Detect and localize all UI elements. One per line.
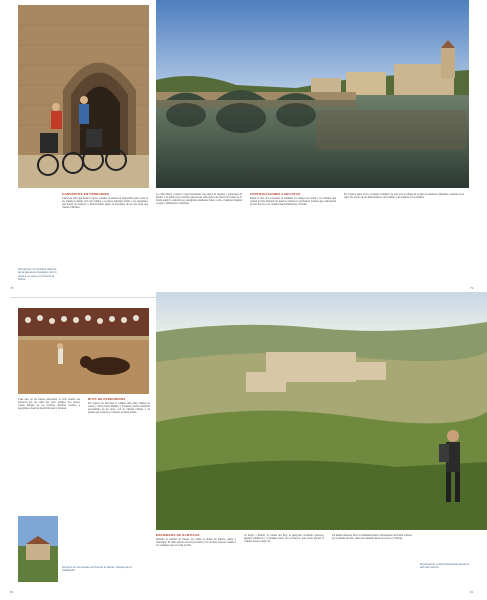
text-column-3 [250, 193, 336, 285]
text-column-4 [344, 193, 464, 285]
photo-caption-right: El peregrino contempla Estella desde el alto del camino. [420, 562, 470, 570]
body-text: Por espacio de una hora el camino sube entre campos de cereal y olivos hasta Mañeru y Cirauqui, pueblo medieval encaramado en un cerro, con su calzada romana y un puente que todavía se conserva en buen estado. [88, 402, 150, 415]
body-text: Durante la semana de fiestas, las calles se llenan de música, peñas y charangas. El santo patrón sale en procesión y los vecinos ofrecen comida a los visitantes que recorren la villa. [156, 538, 236, 548]
photo-caption: Peregrinos en bicicleta delante de la iglesia de Santiago. El río Arga a su paso por Puente la Reina. [18, 267, 57, 281]
bull-run-illustration [18, 308, 149, 394]
page-number-left: 80 [10, 590, 14, 594]
section-heading: ENCIERROS DE SANTIAGO [156, 534, 200, 537]
section-heading: CONVENTOS EN PEREGRINO [62, 193, 110, 196]
hiker-overlooking-town-photo [156, 292, 487, 530]
body-text: Un último esfuerzo lleva al caminante hasta el monasterio de Irache, famoso por su fuente de vino, antes de continuar hacia Los Arcos y la Rioja. [332, 534, 412, 541]
text-column-5 [18, 398, 80, 512]
page-number-left: 78 [10, 286, 14, 290]
bridge-river-town-photo [156, 0, 469, 188]
body-text: En el paseo junto al río, el puente románico de seis ojos se refleja en el agua al atardecer. Mandado construir en el siglo XI, es uno de los más hermosos del Camino y da nombre a la localidad. [344, 193, 464, 200]
text-column-7 [156, 534, 236, 584]
page-number-right: 79 [470, 286, 474, 290]
mountain-village-photo [18, 516, 58, 582]
page-number-right: 81 [470, 590, 474, 594]
text-column-1 [62, 193, 148, 285]
body-text: Cada año, en las fiestas patronales, la villa celebra sus encierros por las calles del casco antiguo. Los mozos corren delante de los novillos mientras vecinos y peregrinos observan desde balcones y barreras. [18, 398, 80, 411]
section-heading: RUTA DE PEREGRINOS [88, 398, 126, 401]
text-column-8 [244, 534, 324, 584]
body-text: Al llegar a Estella, la ciudad del Ega, el peregrino encuentra palacios, iglesias románicas y el antiguo barrio de los francos, que creció gracias al Camino desde el siglo XI. [244, 534, 324, 544]
body-text: La calle Mayor conserva casas blasonadas con aleros de madera y portalones de piedra, y la iglesia del Crucifijo guarda una talla gótica de brazos en forma de Y, traída según la tradición por peregrinos alemanes. Junto a ella, el antiguo hospital acogía a caminantes y enfermos. [156, 193, 242, 206]
text-column-6 [88, 398, 150, 563]
body-text: Desde lo alto de los montes se dominan los campos de cereal y los viñedos que rodean la villa. Durante las guerras carlistas se levantaron fortines que controlaban el paso del río y los caminos hacia Pamplona y Estella. [250, 197, 336, 207]
pilgrims-cyclists-photo [18, 5, 149, 188]
bridge-landscape-illustration [156, 0, 469, 188]
body-text: Cuenta la villa que desde la época romana ya existía un importante paso sobre el río. Puente la Reina vive del camino y su plaza principal recibe a los peregrinos que llegan de Somport y Roncesvalles, lugar de encuentro de las dos rutas que cruzan el Pirineo. [62, 197, 148, 210]
running-of-bulls-photo [18, 308, 149, 394]
photo-caption-left: Encierro en las fiestas de Puente la Reina. Paisaje de la Valdizarbe. [62, 565, 132, 573]
valley-town-illustration [156, 292, 487, 530]
village-illustration [18, 516, 58, 582]
text-column-9 [332, 534, 412, 584]
section-heading: FORTIFICACIONES CARLISTAS [250, 193, 301, 196]
text-column-2 [156, 193, 242, 285]
church-portal-illustration [18, 5, 149, 188]
